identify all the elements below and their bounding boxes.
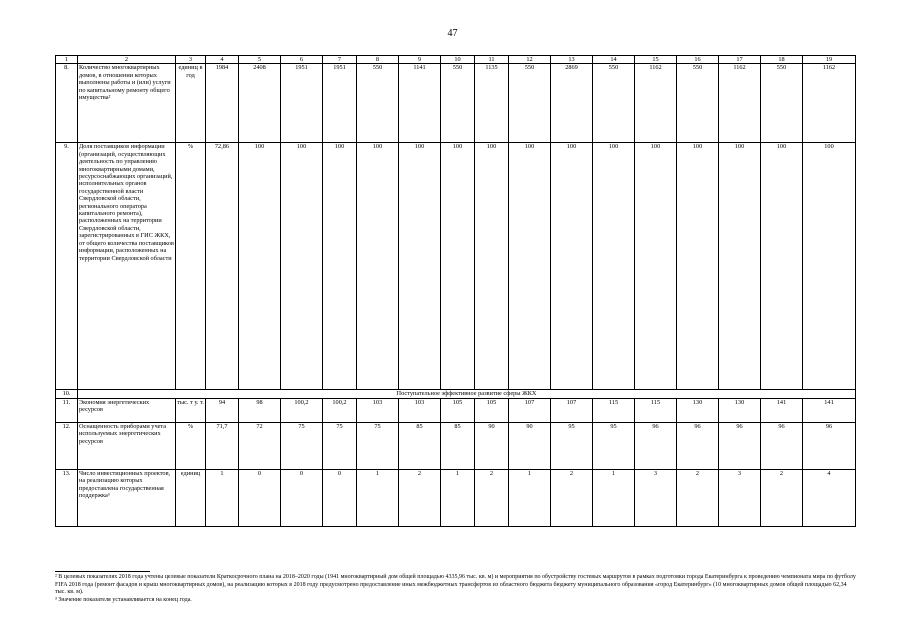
header-cell-5: 5 [239, 56, 281, 64]
value-cell: 2 [551, 469, 593, 526]
value-cell: 100,2 [281, 398, 323, 422]
header-cell-11: 11 [475, 56, 509, 64]
section-number: 10. [56, 390, 78, 398]
indicator-name: Число инвестиционных проектов, на реализацию которых предоставлена государственная поддержка³ [78, 469, 176, 526]
header-cell-17: 17 [719, 56, 761, 64]
value-cell: 550 [593, 64, 635, 143]
value-cell: 1135 [475, 64, 509, 143]
value-cell: 96 [761, 422, 803, 469]
value-cell: 107 [509, 398, 551, 422]
header-cell-15: 15 [635, 56, 677, 64]
row-number: 11. [56, 398, 78, 422]
value-cell: 1141 [399, 64, 441, 143]
value-cell: 2408 [239, 64, 281, 143]
value-cell: 1 [509, 469, 551, 526]
value-cell: 75 [323, 422, 357, 469]
value-cell: 1162 [719, 64, 761, 143]
header-cell-3: 3 [176, 56, 206, 64]
value-cell: 0 [239, 469, 281, 526]
value-cell: 105 [475, 398, 509, 422]
indicator-name: Доля поставщиков информации (организаций, осуществляющих деятельность по управлению многоквартирными домами, ресурсоснабжающих организаций, исполнительных органов государственной власти Свердловской области, регионального оператора капитального ремонта), расположенных на территории Свердловской области, зарегистрированных в ГИС ЖКХ, от общего количества поставщиков информации, расположенных на территории Свердловской области [78, 143, 176, 390]
value-cell: 1 [441, 469, 475, 526]
header-cell-1: 1 [56, 56, 78, 64]
value-cell: 130 [677, 398, 719, 422]
value-cell: 550 [677, 64, 719, 143]
value-cell: 95 [551, 422, 593, 469]
value-cell: 100 [593, 143, 635, 390]
unit: % [176, 143, 206, 390]
value-cell: 141 [803, 398, 856, 422]
row-number: 13. [56, 469, 78, 526]
value-cell: 100 [761, 143, 803, 390]
value-cell: 550 [509, 64, 551, 143]
header-cell-14: 14 [593, 56, 635, 64]
value-cell: 100 [551, 143, 593, 390]
value-cell: 550 [441, 64, 475, 143]
indicator-name: Оснащенность приборами учета используемых энергетических ресурсов [78, 422, 176, 469]
table-row [56, 143, 856, 390]
header-cell-10: 10 [441, 56, 475, 64]
value-cell: 2 [761, 469, 803, 526]
value-cell: 100 [509, 143, 551, 390]
value-cell: 1162 [803, 64, 856, 143]
footnotes [55, 574, 856, 604]
header-cell-8: 8 [357, 56, 399, 64]
header-cell-9: 9 [399, 56, 441, 64]
unit: единиц [176, 469, 206, 526]
value-cell: 96 [803, 422, 856, 469]
table-row [56, 422, 856, 469]
value-cell: 103 [357, 398, 399, 422]
value-cell: 107 [551, 398, 593, 422]
value-cell: 115 [593, 398, 635, 422]
value-cell: 1 [206, 469, 239, 526]
value-cell: 100 [635, 143, 677, 390]
header-cell-6: 6 [281, 56, 323, 64]
value-cell: 96 [719, 422, 761, 469]
value-cell: 1951 [281, 64, 323, 143]
value-cell: 75 [281, 422, 323, 469]
row-number: 9. [56, 143, 78, 390]
value-cell: 72 [239, 422, 281, 469]
value-cell: 90 [509, 422, 551, 469]
value-cell: 130 [719, 398, 761, 422]
value-cell: 96 [635, 422, 677, 469]
footnote-3: ³ Значение показателя устанавливается на конец года. [55, 596, 192, 603]
value-cell: 94 [206, 398, 239, 422]
indicator-name: Количество многоквартирных домов, в отношении которых выполнены работы и (или) услуги по капитальному ремонту общего имущества² [78, 64, 176, 143]
value-cell: 100 [719, 143, 761, 390]
value-cell: 100 [399, 143, 441, 390]
value-cell: 105 [441, 398, 475, 422]
footnote-separator [55, 571, 150, 572]
value-cell: 90 [475, 422, 509, 469]
header-cell-4: 4 [206, 56, 239, 64]
header-cell-19: 19 [803, 56, 856, 64]
value-cell: 1 [593, 469, 635, 526]
header-cell-16: 16 [677, 56, 719, 64]
row-number: 12. [56, 422, 78, 469]
header-row [56, 56, 856, 64]
value-cell: 85 [399, 422, 441, 469]
header-cell-7: 7 [323, 56, 357, 64]
table-row [56, 64, 856, 143]
value-cell: 3 [719, 469, 761, 526]
value-cell: 100 [441, 143, 475, 390]
value-cell: 4 [803, 469, 856, 526]
value-cell: 71,7 [206, 422, 239, 469]
header-cell-12: 12 [509, 56, 551, 64]
value-cell: 100 [475, 143, 509, 390]
value-cell: 96 [677, 422, 719, 469]
value-cell: 100,2 [323, 398, 357, 422]
section-title: Поступательное эффективное развитие сферы ЖКХ [78, 390, 856, 398]
value-cell: 100 [281, 143, 323, 390]
table-row [56, 469, 856, 526]
value-cell: 0 [281, 469, 323, 526]
header-cell-13: 13 [551, 56, 593, 64]
value-cell: 95 [593, 422, 635, 469]
value-cell: 115 [635, 398, 677, 422]
value-cell: 103 [399, 398, 441, 422]
indicators-table [55, 55, 856, 527]
header-cell-2: 2 [78, 56, 176, 64]
table-row [56, 398, 856, 422]
value-cell: 100 [239, 143, 281, 390]
unit: единиц в год [176, 64, 206, 143]
value-cell: 75 [357, 422, 399, 469]
unit: % [176, 422, 206, 469]
value-cell: 100 [803, 143, 856, 390]
value-cell: 85 [441, 422, 475, 469]
value-cell: 2 [677, 469, 719, 526]
value-cell: 98 [239, 398, 281, 422]
value-cell: 1951 [323, 64, 357, 143]
value-cell: 2 [399, 469, 441, 526]
value-cell: 2 [475, 469, 509, 526]
value-cell: 72,86 [206, 143, 239, 390]
value-cell: 3 [635, 469, 677, 526]
value-cell: 1 [357, 469, 399, 526]
section-row [56, 390, 856, 398]
value-cell: 100 [677, 143, 719, 390]
value-cell: 550 [357, 64, 399, 143]
value-cell: 550 [761, 64, 803, 143]
value-cell: 100 [357, 143, 399, 390]
footnote-2: ² В целевых показателях 2018 года учтены целевые показатели Краткосрочного плана на 2018–2020 годы (1941 многоквартирный дом общей площадью 4335,96 тыс. кв. м) и мероприятия по обустройству гостевых маршрутов в рамках подготовки города Екатеринбурга к проведению чемпионата мира по футболу FIFA 2018 года (ремонт фасадов и крыш многоквартирных домов), на реализацию которых в 2018 году предусмотрено предоставление иных межбюджетных трансфертов из областного бюджета бюджету муниципального образования «город Екатеринбург» (10 многоквартирных домов общей площадью 62,34 тыс. кв. м). [55, 574, 856, 596]
unit: тыс. т у. т. [176, 398, 206, 422]
value-cell: 1162 [635, 64, 677, 143]
header-cell-18: 18 [761, 56, 803, 64]
value-cell: 2869 [551, 64, 593, 143]
page-number: 47 [447, 28, 458, 39]
value-cell: 100 [323, 143, 357, 390]
row-number: 8. [56, 64, 78, 143]
indicator-name: Экономия энергетических ресурсов [78, 398, 176, 422]
value-cell: 141 [761, 398, 803, 422]
value-cell: 0 [323, 469, 357, 526]
value-cell: 1984 [206, 64, 239, 143]
